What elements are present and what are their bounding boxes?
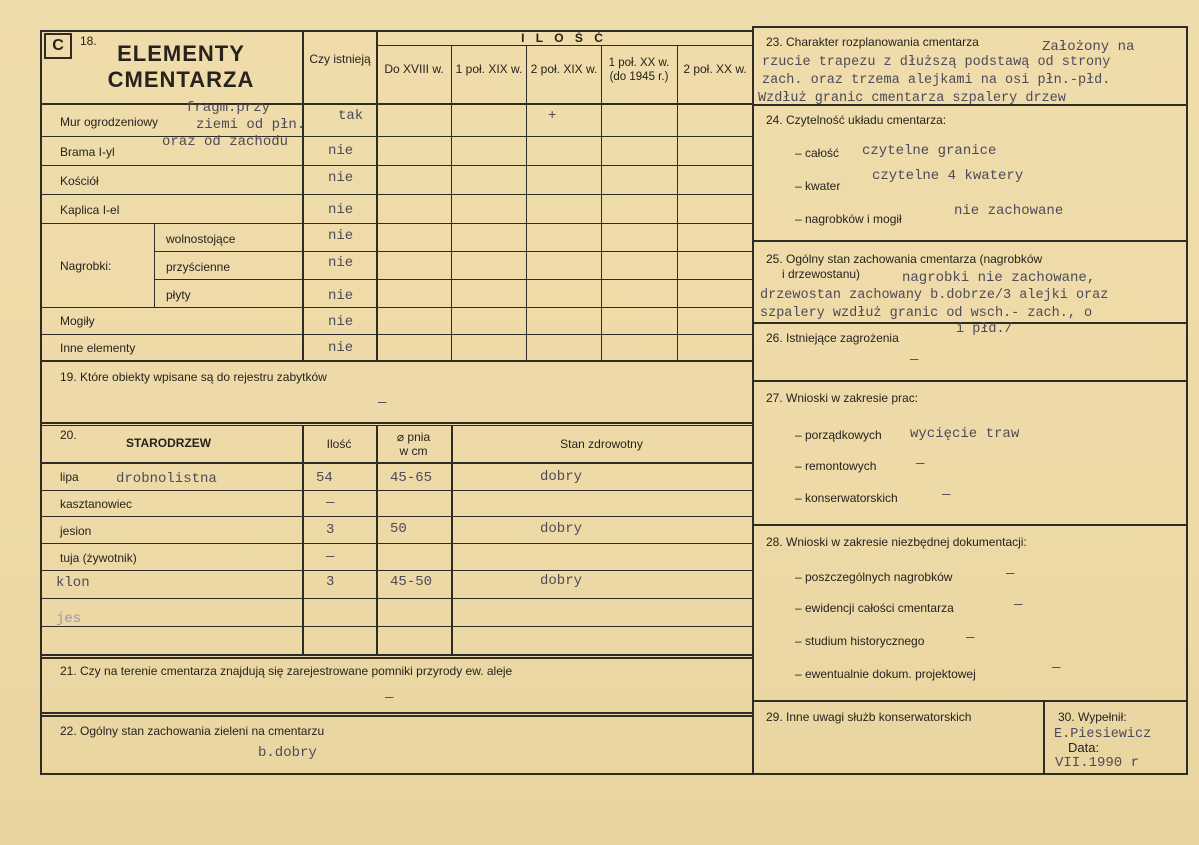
s27-item2-value: — [916,456,925,472]
section-letter-box: C [44,33,72,59]
s20-col-qty: Ilość [326,437,352,451]
s26-value: — [910,352,919,368]
s20-col-diam1: ⌀ pnia [396,430,431,444]
tree-name-2: kasztanowiec [60,497,133,511]
s30-date-label: Data: [1068,740,1100,755]
wall-period-mark: + [548,108,557,124]
s23-line4: Wzdłuż granic cmentarza szpalery drzew [758,91,1066,106]
period-header-5: 2 poł. XX w. [683,62,747,76]
s28-item2-label: – ewidencji całości cmentarza [795,601,954,615]
s30-name: E.Piesiewicz [1054,727,1152,742]
period-header-4: 1 poł. XX w. (do 1945 r.) [608,57,670,83]
s24-item3-label: – nagrobków i mogił [795,212,902,226]
section-number: 18. [80,34,97,48]
exists-wallmounted: nie [328,255,354,271]
s28-item1-value: — [1006,566,1015,582]
s19-label: 19. Które obiekty wpisane są do rejestru zabytków [60,370,327,384]
s25-line2: drzewostan zachowany b.dobrze/3 alejki oraz [760,288,1109,303]
s24-item1-label: – całość [795,146,840,160]
s20-col-diam2: w cm [399,444,428,458]
s28-label: 28. Wnioski w zakresie niezbędnej dokumentacji: [766,535,1027,549]
s27-item1-label: – porządkowych [795,428,882,442]
s23-line2: rzucie trapezu z dłuższą podstawą od strony [762,55,1111,70]
tree-qty-5: 3 [326,574,335,590]
tree-diam-3: 50 [390,521,407,537]
s27-item1-value: wycięcie traw [910,426,1020,442]
s22-value: b.dobry [258,745,317,761]
period-header-1: Do XVIII w. [384,62,444,76]
row-label-freestanding: wolnostojące [166,232,236,246]
s19-value: — [378,395,387,411]
exists-gate: nie [328,143,354,159]
row-label-other: Inne elementy [60,341,136,355]
s24-label: 24. Czytelność układu cmentarza: [766,113,947,127]
section-title-line1: ELEMENTY [117,41,245,66]
exists-freestanding: nie [328,228,354,244]
s20-col-state: Stan zdrowotny [560,437,643,451]
s28-item4-value: — [1052,660,1061,676]
tree-diam-1: 45-65 [390,470,433,486]
s20-title: STARODRZEW [126,436,212,450]
s28-item1-label: – poszczególnych nagrobków [795,570,953,584]
s20-number: 20. [60,428,77,442]
s27-item2-label: – remontowych [795,459,877,473]
exists-church: nie [328,170,354,186]
s27-item3-value: — [942,487,951,503]
tree-name-3: jesion [60,524,92,538]
s25-label2: i drzewostanu) [782,267,861,281]
s27-item3-label: – konserwatorskich [795,491,898,505]
s27-label: 27. Wnioski w zakresie prac: [766,391,919,405]
tree-name-4: tuja (żywotnik) [60,551,137,565]
s30-label: 30. Wypełnił: [1058,710,1127,724]
s25-line4: i płd./ [956,322,1013,337]
row-label-gate: Brama I-yl [60,145,115,159]
wall-note-1: fragm.przy [186,100,271,116]
col-exists-header: Czy istnieją [309,52,371,66]
s24-item2-label: – kwater [795,179,841,193]
s23-line1: Założony na [1042,39,1135,55]
tree-qty-3: 3 [326,522,335,538]
s28-item4-label: – ewentualnie dokum. projektowej [795,667,976,681]
tree-state-5: dobry [540,573,583,589]
s28-item2-value: — [1014,597,1023,613]
row-label-slabs: płyty [166,288,191,302]
tree-state-3: dobry [540,521,583,537]
exists-wall: tak [338,108,364,124]
s24-item3-value: nie zachowane [954,203,1064,219]
s24-item1-value: czytelne granice [862,143,997,159]
tree-qty-2: — [326,495,335,511]
period-header-2: 1 poł. XIX w. [455,62,523,76]
wall-note-3: oraz od zachodu [162,134,289,150]
exists-other: nie [328,340,354,356]
tree-qty-4: — [326,549,335,565]
row-label-graves: Mogiły [60,314,95,328]
s25-line3: szpalery wzdłuż granic od wsch.- zach., o [760,306,1093,321]
s21-label: 21. Czy na terenie cmentarza znajdują się zarejestrowane pomniki przyrody ew. aleje [60,664,513,678]
exists-graves: nie [328,314,354,330]
row-label-wall: Mur ogrodzeniowy [60,115,159,129]
nagrobki-label: Nagrobki: [60,259,112,273]
qty-header: I L O Ś Ć [521,31,607,45]
s25-label1: 25. Ogólny stan zachowania cmentarza (nagrobków [766,252,1043,266]
exists-slabs: nie [328,288,354,304]
tree-name-typed-1: drobnolistna [116,471,217,487]
s30-date: VII.1990 r [1055,755,1140,771]
s28-item3-value: — [966,630,975,646]
tree-qty-1: 54 [316,470,333,486]
section-title-line2: CMENTARZA [107,67,255,92]
tree-name-1: lipa [60,470,79,484]
row-label-chapel: Kaplica I-el [60,203,120,217]
s21-value: — [385,690,394,706]
s26-label: 26. Istniejące zagrożenia [766,331,899,345]
s29-label: 29. Inne uwagi służb konserwatorskich [766,710,972,724]
tree-name-typed-5: klon [56,575,90,591]
tree-name-typed-6: jes [56,611,82,627]
s23-label: 23. Charakter rozplanowania cmentarza [766,35,979,49]
s23-line3: zach. oraz trzema alejkami na osi płn.-płd. [762,73,1111,88]
period-header-3: 2 poł. XIX w. [530,62,598,76]
s25-line1: nagrobki nie zachowane, [902,270,1096,286]
row-label-church: Kościół [60,174,99,188]
wall-note-2: ziemi od płn. [196,117,306,133]
tree-diam-5: 45-50 [390,574,433,590]
s28-item3-label: – studium historycznego [795,634,925,648]
s22-label: 22. Ogólny stan zachowania zieleni na cmentarzu [60,724,325,738]
s24-item2-value: czytelne 4 kwatery [872,168,1024,184]
tree-state-1: dobry [540,469,583,485]
row-label-wallmounted: przyścienne [166,260,231,274]
exists-chapel: nie [328,202,354,218]
